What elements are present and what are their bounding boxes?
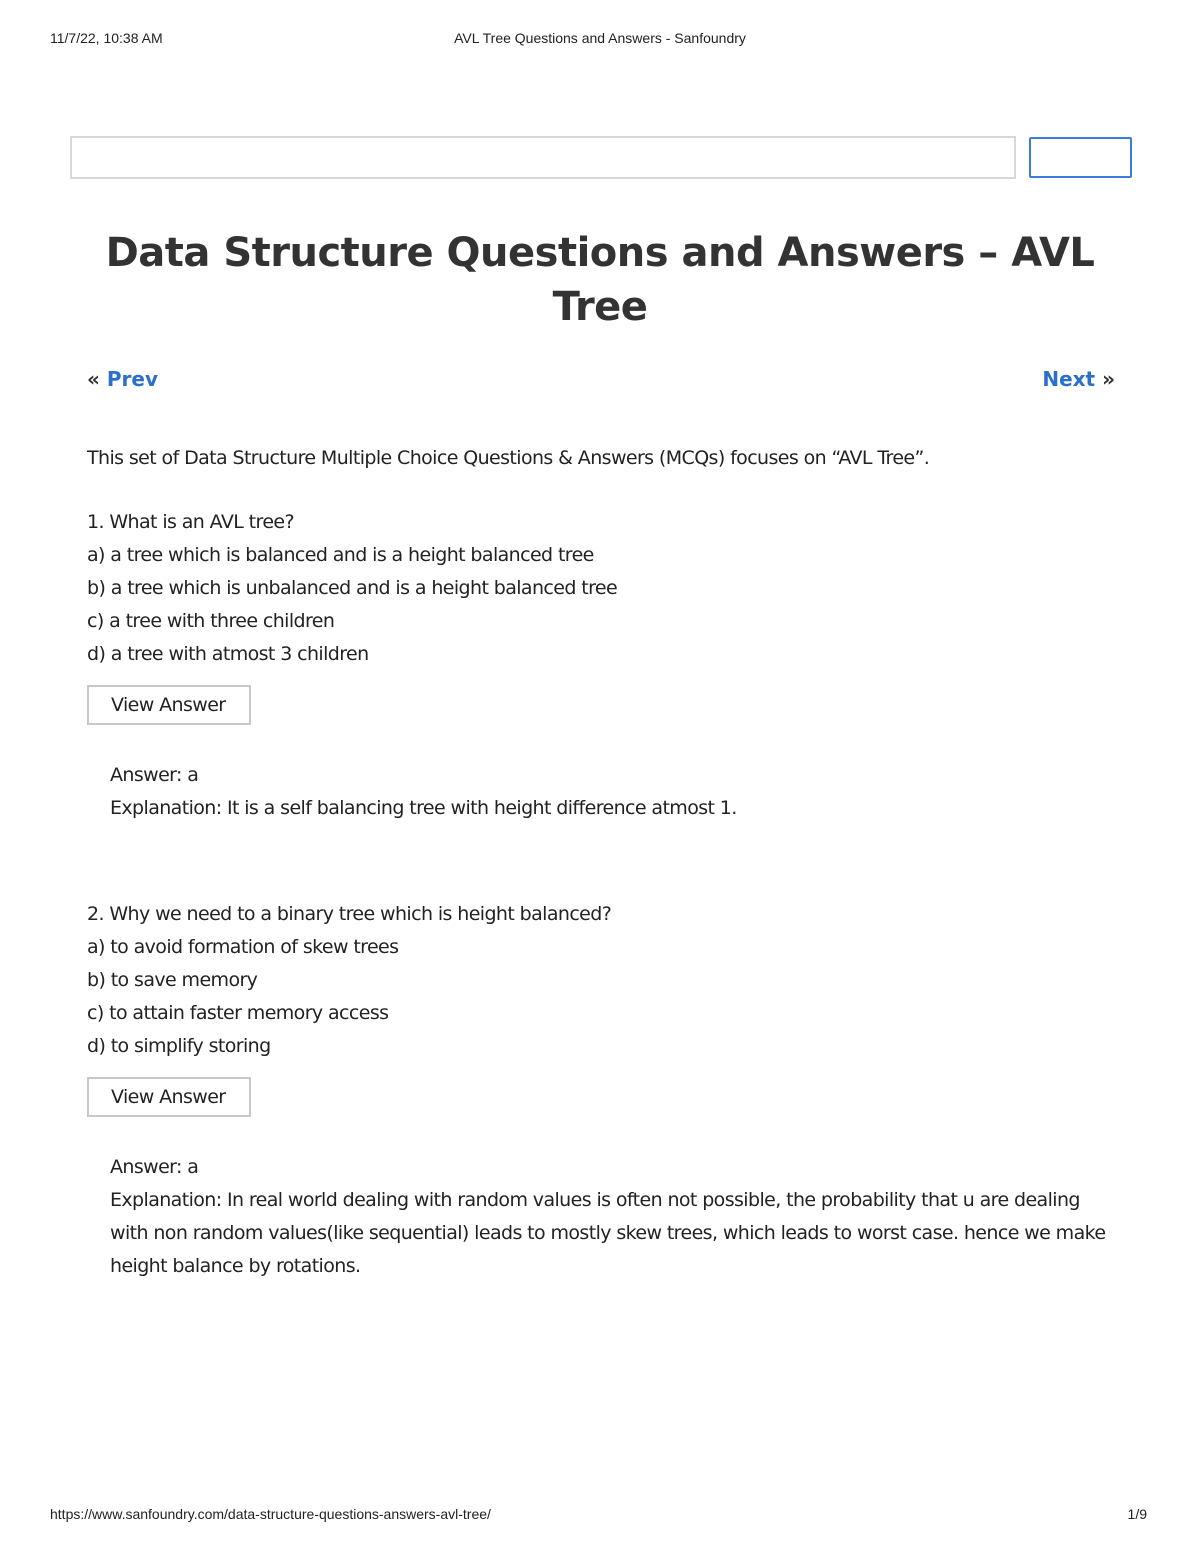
next-label: Next [1042,367,1096,391]
question-block-1 [87,506,1127,825]
view-answer-button[interactable]: View Answer [87,685,251,725]
print-header [0,30,1200,50]
print-footer [0,1506,1200,1526]
answer-text: Answer: a [110,764,199,786]
question-text: 1. What is an AVL tree? [87,511,294,533]
answer-block [110,1151,1127,1283]
page-title: Data Structure Questions and Answers – AVL Tree [105,230,1095,330]
prev-label: Prev [106,367,159,391]
question-block-2 [87,898,1127,1283]
print-datetime: 11/7/22, 10:38 AM [50,30,163,46]
explanation-text: Explanation: It is a self balancing tree with height difference atmost 1. [110,797,737,819]
question-text: 2. Why we need to a binary tree which is height balanced? [87,903,612,925]
intro-text: This set of Data Structure Multiple Choice Questions & Answers (MCQs) focuses on “AVL Tree”. [87,447,930,469]
search-input[interactable] [70,136,1016,179]
page-indicator: 1/9 [1127,1506,1147,1522]
answer-text: Answer: a [110,1156,199,1178]
option-a: a) to avoid formation of skew trees [87,936,399,958]
option-b: b) to save memory [87,969,258,991]
option-a: a) a tree which is balanced and is a height balanced tree [87,544,594,566]
option-c: c) to attain faster memory access [87,1002,389,1024]
option-c: c) a tree with three children [87,610,335,632]
prev-arrow-icon: « [87,367,100,391]
explanation-text: Explanation: In real world dealing with random values is often not possible, the probability that u are dealing with non random values(like sequential) leads to mostly skew trees, which leads to worst case. hence we make height balance by rotations. [110,1189,1106,1277]
answer-block [110,759,1127,825]
option-d: d) a tree with atmost 3 children [87,643,369,665]
prev-link[interactable] [87,367,158,391]
option-b: b) a tree which is unbalanced and is a height balanced tree [87,577,618,599]
print-url: https://www.sanfoundry.com/data-structure-questions-answers-avl-tree/ [50,1506,491,1522]
view-answer-button[interactable]: View Answer [87,1077,251,1117]
next-link[interactable] [1042,367,1115,391]
print-page-title: AVL Tree Questions and Answers - Sanfoundry [454,30,746,46]
search-button[interactable] [1029,137,1132,178]
option-d: d) to simplify storing [87,1035,271,1057]
next-arrow-icon: » [1102,367,1115,391]
